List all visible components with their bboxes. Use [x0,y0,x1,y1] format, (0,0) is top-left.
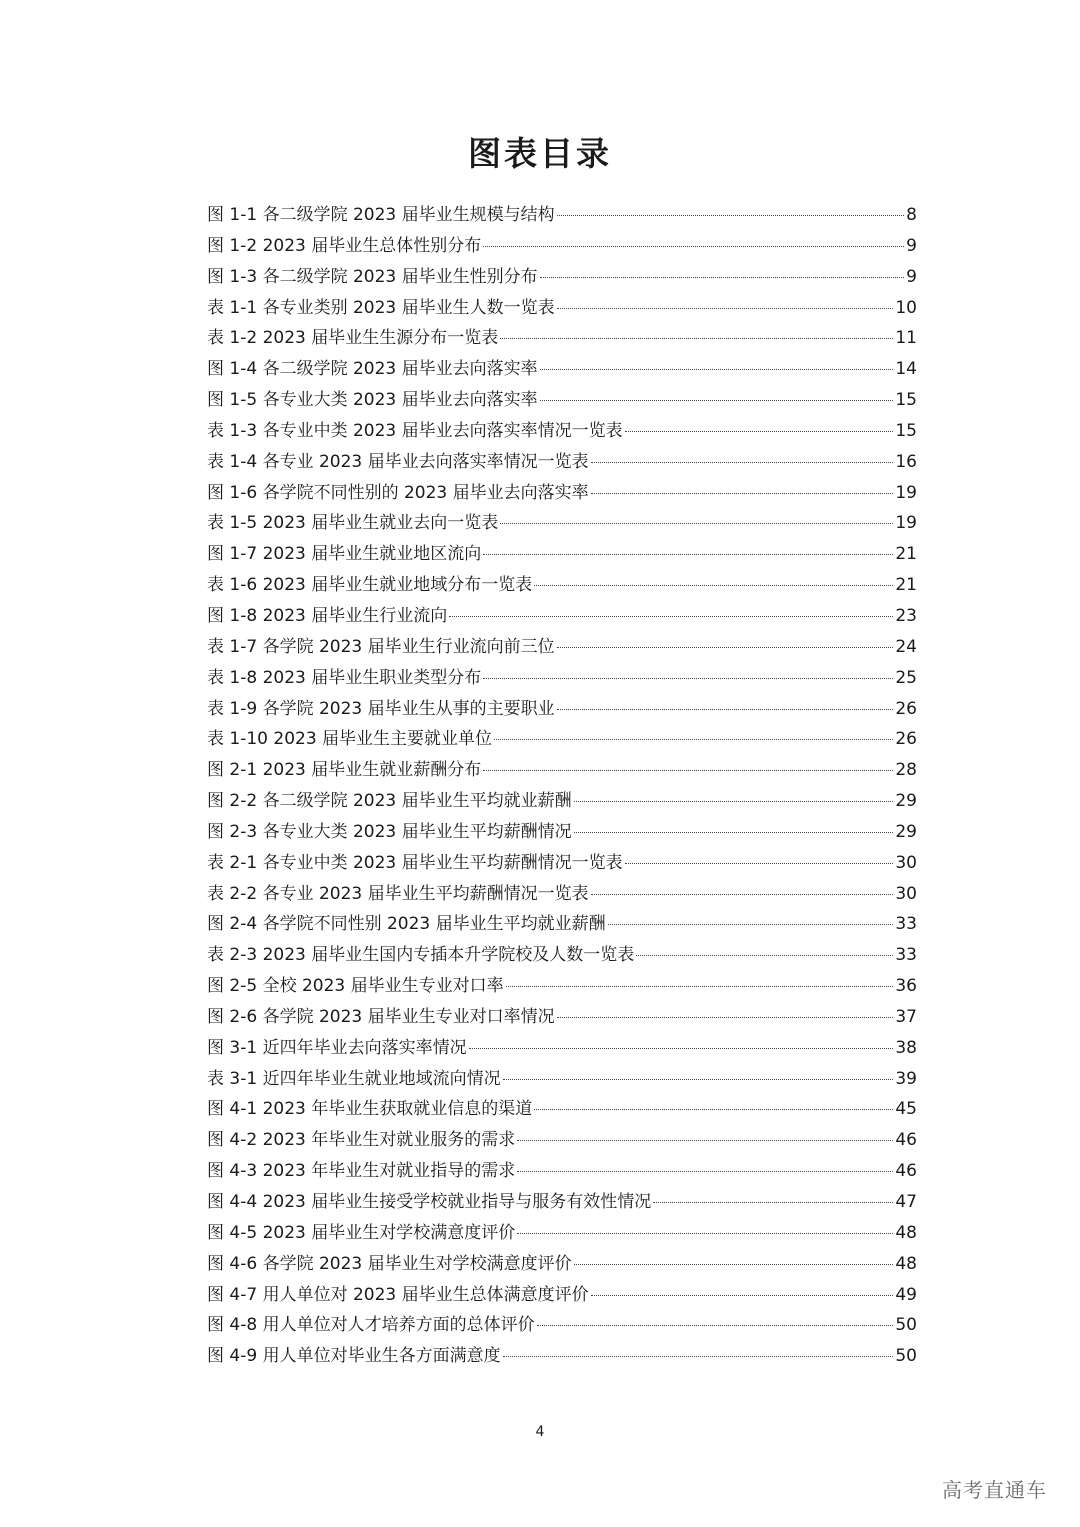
toc-entry-label: 图 1-7 2023 届毕业生就业地区流向 [207,544,482,565]
toc-entry-label: 图 1-4 各二级学院 2023 届毕业去向落实率 [207,359,538,380]
toc-entry[interactable] [207,633,917,664]
dot-leader [574,801,894,802]
dot-leader [540,277,905,278]
toc-entry-label: 表 3-1 近四年毕业生就业地域流向情况 [207,1068,501,1089]
toc-entry-label: 图 4-9 用人单位对毕业生各方面满意度 [207,1346,501,1367]
toc-entry[interactable] [207,540,917,571]
dot-leader [483,678,893,679]
toc-entry-label: 表 1-7 各学院 2023 届毕业生行业流向前三位 [207,636,555,657]
toc-entry[interactable] [207,1188,917,1219]
dot-leader [483,246,904,247]
toc-entry-label: 表 1-2 2023 届毕业生生源分布一览表 [207,328,499,349]
dot-leader [483,770,893,771]
toc-entry[interactable] [207,232,917,263]
toc-entry-page: 30 [895,852,917,873]
dot-leader [653,1202,893,1203]
dot-leader [534,1109,893,1110]
table-of-figures [207,201,917,1373]
toc-entry-label: 图 2-2 各二级学院 2023 届毕业生平均就业薪酬 [207,791,572,812]
dot-leader [469,1048,894,1049]
toc-entry[interactable] [207,479,917,510]
toc-entry[interactable] [207,417,917,448]
toc-entry[interactable] [207,1065,917,1096]
toc-entry[interactable] [207,386,917,417]
toc-entry-page: 50 [895,1346,917,1367]
dot-leader [494,739,893,740]
toc-entry-page: 19 [895,513,917,534]
toc-entry[interactable] [207,448,917,479]
dot-leader [574,832,894,833]
toc-entry-page: 21 [895,575,917,596]
toc-entry[interactable] [207,725,917,756]
toc-entry-page: 25 [895,667,917,688]
toc-entry-label: 表 1-6 2023 届毕业生就业地域分布一览表 [207,575,533,596]
toc-entry-label: 表 1-9 各学院 2023 届毕业生从事的主要职业 [207,698,555,719]
toc-entry[interactable] [207,910,917,941]
toc-entry[interactable] [207,602,917,633]
toc-entry[interactable] [207,1342,917,1373]
toc-entry-page: 45 [895,1099,917,1120]
toc-entry-page: 48 [895,1253,917,1274]
toc-entry[interactable] [207,1095,917,1126]
toc-entry-label: 图 4-8 用人单位对人才培养方面的总体评价 [207,1315,535,1336]
dot-leader [591,493,894,494]
toc-entry[interactable] [207,756,917,787]
toc-entry-label: 表 2-3 2023 届毕业生国内专插本升学院校及人数一览表 [207,945,635,966]
dot-leader [517,1140,893,1141]
toc-entry[interactable] [207,849,917,880]
dot-leader [557,308,894,309]
toc-entry[interactable] [207,787,917,818]
toc-entry-label: 图 4-5 2023 届毕业生对学校满意度评价 [207,1222,516,1243]
dot-leader [574,1264,894,1265]
toc-entry-label: 图 2-3 各专业大类 2023 届毕业生平均薪酬情况 [207,821,572,842]
toc-entry-page: 10 [895,297,917,318]
toc-entry-page: 11 [895,328,917,349]
watermark: 高考直通车 [942,1478,1047,1502]
toc-entry[interactable] [207,201,917,232]
toc-entry-page: 30 [895,883,917,904]
toc-entry-page: 37 [895,1006,917,1027]
toc-entry-page: 49 [895,1284,917,1305]
toc-entry-label: 表 1-10 2023 届毕业生主要就业单位 [207,729,493,750]
toc-entry-label: 表 1-1 各专业类别 2023 届毕业生人数一览表 [207,297,555,318]
toc-entry-page: 28 [895,760,917,781]
toc-entry-page: 46 [895,1161,917,1182]
dot-leader [557,1017,894,1018]
toc-entry[interactable] [207,1126,917,1157]
toc-entry-label: 图 3-1 近四年毕业去向落实率情况 [207,1037,467,1058]
toc-entry-label: 图 1-8 2023 届毕业生行业流向 [207,605,448,626]
toc-entry[interactable] [207,818,917,849]
dot-leader [608,924,894,925]
toc-entry-page: 39 [895,1068,917,1089]
toc-entry-page: 24 [895,636,917,657]
toc-entry-page: 9 [906,235,917,256]
toc-entry-label: 图 2-6 各学院 2023 届毕业生专业对口率情况 [207,1006,555,1027]
toc-entry-page: 29 [895,821,917,842]
toc-entry[interactable] [207,571,917,602]
dot-leader [591,462,894,463]
toc-entry-label: 表 1-4 各专业 2023 届毕业去向落实率情况一览表 [207,451,589,472]
toc-entry-page: 38 [895,1037,917,1058]
toc-entry-label: 图 1-2 2023 届毕业生总体性别分布 [207,235,482,256]
toc-entry[interactable] [207,1034,917,1065]
toc-entry-page: 36 [895,976,917,997]
toc-entry[interactable] [207,695,917,726]
toc-entry[interactable] [207,664,917,695]
dot-leader [537,1325,894,1326]
toc-entry-page: 46 [895,1130,917,1151]
toc-entry[interactable] [207,263,917,294]
toc-entry-label: 表 1-5 2023 届毕业生就业去向一览表 [207,513,499,534]
toc-entry-page: 33 [895,945,917,966]
toc-entry-page: 15 [895,420,917,441]
dot-leader [625,431,894,432]
toc-entry-label: 图 2-1 2023 届毕业生就业薪酬分布 [207,760,482,781]
dot-leader [449,616,893,617]
toc-entry-label: 图 4-2 2023 年毕业生对就业服务的需求 [207,1130,516,1151]
toc-entry-page: 23 [895,605,917,626]
dot-leader [503,1079,894,1080]
toc-entry-page: 48 [895,1222,917,1243]
toc-entry[interactable] [207,1311,917,1342]
dot-leader [534,585,893,586]
toc-entry-page: 26 [895,729,917,750]
toc-entry[interactable] [207,324,917,355]
toc-entry-page: 50 [895,1315,917,1336]
dot-leader [591,894,894,895]
toc-entry[interactable] [207,1281,917,1312]
toc-entry-page: 19 [895,482,917,503]
toc-entry-label: 图 4-7 用人单位对 2023 届毕业生总体满意度评价 [207,1284,589,1305]
dot-leader [500,338,893,339]
dot-leader [500,523,893,524]
dot-leader [517,1233,893,1234]
toc-entry-page: 29 [895,791,917,812]
toc-entry-page: 26 [895,698,917,719]
toc-entry[interactable] [207,941,917,972]
toc-entry[interactable] [207,1219,917,1250]
dot-leader [636,955,893,956]
toc-entry-page: 9 [906,266,917,287]
dot-leader [591,1295,894,1296]
dot-leader [557,647,894,648]
toc-entry-label: 表 1-3 各专业中类 2023 届毕业去向落实率情况一览表 [207,420,623,441]
toc-entry-label: 表 2-1 各专业中类 2023 届毕业生平均薪酬情况一览表 [207,852,623,873]
toc-entry-label: 图 2-4 各学院不同性别 2023 届毕业生平均就业薪酬 [207,914,606,935]
dot-leader [540,369,894,370]
toc-entry-page: 47 [895,1192,917,1212]
toc-entry-label: 表 2-2 各专业 2023 届毕业生平均薪酬情况一览表 [207,883,589,904]
toc-entry-label: 图 1-3 各二级学院 2023 届毕业生性别分布 [207,266,538,287]
toc-entry-label: 图 2-5 全校 2023 届毕业生专业对口率 [207,976,504,997]
toc-entry-label: 图 4-6 各学院 2023 届毕业生对学校满意度评价 [207,1253,572,1274]
toc-entry-page: 33 [895,914,917,935]
toc-entry-page: 15 [895,390,917,411]
dot-leader [506,986,894,987]
dot-leader [483,554,893,555]
dot-leader [557,215,905,216]
toc-entry[interactable] [207,355,917,386]
toc-entry-page: 8 [906,205,917,225]
toc-entry[interactable] [207,1003,917,1034]
toc-entry-label: 图 4-4 2023 届毕业生接受学校就业指导与服务有效性情况 [207,1192,652,1212]
toc-entry[interactable] [207,880,917,911]
toc-entry[interactable] [207,972,917,1003]
dot-leader [557,709,894,710]
toc-entry-label: 图 1-5 各专业大类 2023 届毕业去向落实率 [207,390,538,411]
page-title: 图表目录 [468,134,612,173]
toc-entry[interactable] [207,1250,917,1281]
toc-entry[interactable] [207,1157,917,1188]
toc-entry[interactable] [207,509,917,540]
toc-entry-label: 表 1-8 2023 届毕业生职业类型分布 [207,667,482,688]
dot-leader [540,400,894,401]
toc-entry-page: 16 [895,451,917,472]
toc-entry-label: 图 1-1 各二级学院 2023 届毕业生规模与结构 [207,205,555,225]
dot-leader [503,1356,894,1357]
page-number: 4 [535,1424,545,1440]
toc-entry-page: 14 [895,359,917,380]
dot-leader [517,1171,893,1172]
toc-entry-label: 图 1-6 各学院不同性别的 2023 届毕业去向落实率 [207,482,589,503]
toc-entry-label: 图 4-1 2023 年毕业生获取就业信息的渠道 [207,1099,533,1120]
toc-entry-label: 图 4-3 2023 年毕业生对就业指导的需求 [207,1161,516,1182]
dot-leader [625,863,894,864]
toc-entry-page: 21 [895,544,917,565]
toc-entry[interactable] [207,294,917,325]
